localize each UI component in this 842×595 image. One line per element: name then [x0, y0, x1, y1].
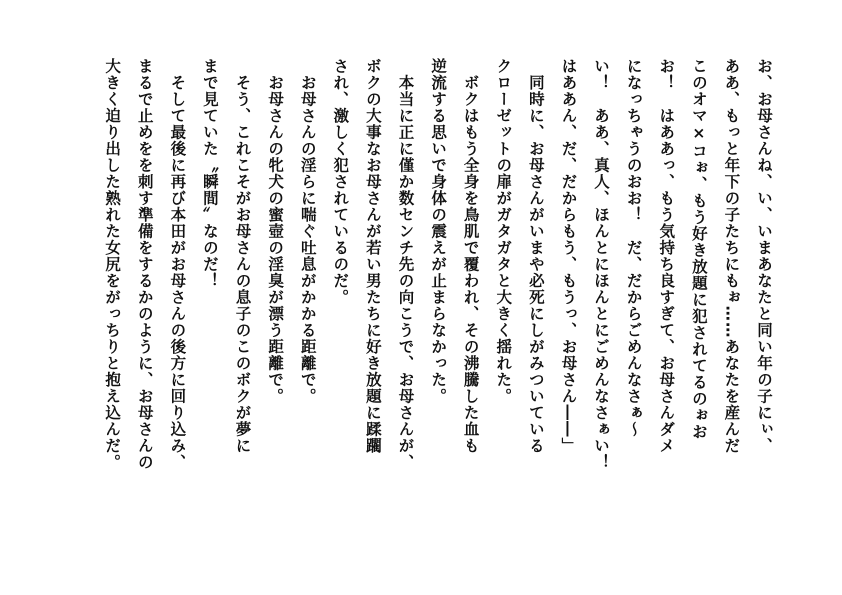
text-line: ボクの大事なお母さんが若い男たちに好き放題に蹂躙 [363, 58, 382, 454]
text-line: お！ はああっ、もう気持ち良すぎて、お母さんダメ [657, 58, 676, 454]
text-line: 本当に正に僅か数センチ先の向こうで、お母さんが、 [396, 58, 415, 471]
text-line: このオマ×コぉ、もう好き放題に犯されてるのぉお [689, 58, 708, 440]
text-line: クローゼットの扉がガタガタと大きく揺れた。 [494, 58, 513, 405]
text-line: され、激しく犯されているのだ。 [331, 58, 350, 306]
text-line: ボクはもう全身を鳥肌で覆われ、その沸騰した血も [461, 58, 480, 454]
text-line: はああん、だ、だからもう、もうっ、お母さん――」 [559, 58, 578, 454]
text-line: まるで止めをを刺す準備をするかのように、お母さんの [135, 58, 154, 471]
text-line: い！ ああ、真人、ほんとにほんとにごめんなさぁい！ [592, 58, 611, 471]
text-line: そう、これこそがお母さんの息子のこのボクが夢に [233, 58, 252, 454]
text-line: お母さんの牝犬の蜜壺の淫臭が漂う距離で。 [266, 58, 285, 405]
text-line: ああ、もっと年下の子たちにもぉ……あなたを産んだ [722, 58, 741, 454]
text-line: お、お母さんね、い、いまあなたと同い年の子にぃ、 [755, 58, 773, 454]
text-line: まで見ていた〝瞬間〟なのだ！ [200, 58, 219, 289]
text-line: お母さんの淫らに喘ぐ吐息がかかる距離で。 [298, 58, 317, 405]
text-line: 同時に、お母さんがいまや必死にしがみついている [526, 58, 545, 454]
novel-text-column [80, 58, 780, 548]
text-line: 大きく迫り出した熟れた女尻をがっちりと抱え込んだ。 [103, 58, 122, 471]
text-line: 逆流する思いで身体の震えが止まらなかった。 [429, 58, 448, 405]
text-line: になっちゃうのおお！ だ、だからごめんなさぁ〜 [624, 58, 643, 438]
text-line: そして最後に再び本田がお母さんの後方に回り込み、 [168, 58, 187, 471]
